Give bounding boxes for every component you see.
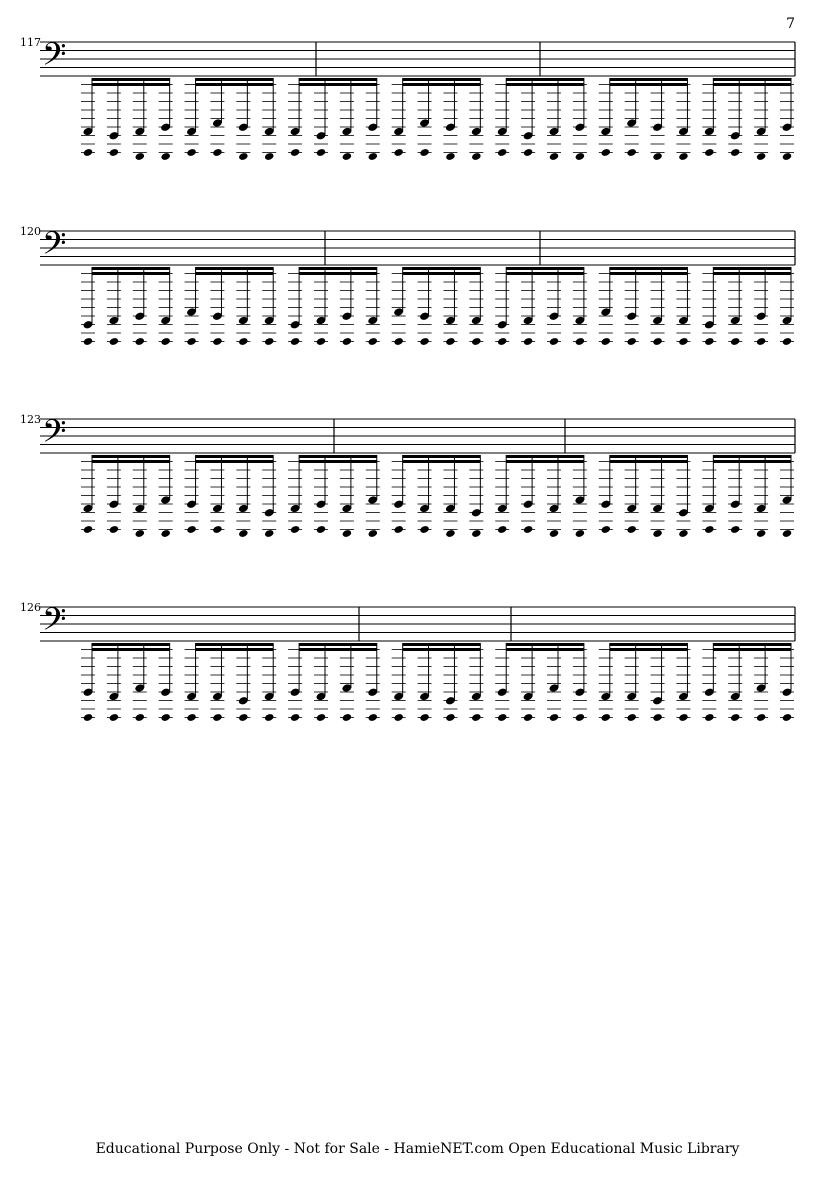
notehead	[626, 148, 636, 157]
notehead	[393, 525, 403, 534]
beam	[506, 78, 584, 81]
notehead	[730, 148, 740, 157]
notehead	[549, 529, 559, 538]
beam	[506, 643, 584, 646]
staff-system	[0, 36, 835, 202]
measure-number: 126	[20, 601, 41, 614]
beam	[713, 460, 791, 463]
beam	[506, 460, 584, 463]
notehead	[368, 337, 378, 346]
notehead	[678, 529, 688, 538]
notehead	[160, 337, 170, 346]
notehead	[678, 713, 688, 722]
beam	[92, 648, 170, 651]
beam	[403, 643, 481, 646]
notehead	[730, 337, 740, 346]
beam	[403, 455, 481, 458]
notehead	[652, 152, 662, 161]
notehead	[316, 148, 326, 157]
notehead	[497, 713, 507, 722]
notehead	[445, 337, 455, 346]
staff-system	[0, 601, 835, 767]
notehead	[626, 525, 636, 534]
notehead	[160, 529, 170, 538]
notehead	[83, 713, 93, 722]
notehead	[212, 337, 222, 346]
notehead	[368, 529, 378, 538]
beam	[196, 643, 274, 646]
notehead	[652, 337, 662, 346]
bass-clef-icon: 𝄢	[42, 225, 67, 269]
beam	[299, 455, 377, 458]
notehead	[393, 713, 403, 722]
beam	[196, 648, 274, 651]
measure-number: 123	[20, 413, 41, 426]
notehead	[368, 152, 378, 161]
notehead	[342, 713, 352, 722]
beam	[403, 78, 481, 81]
notehead	[445, 152, 455, 161]
beam	[403, 648, 481, 651]
notehead	[445, 529, 455, 538]
beam	[299, 643, 377, 646]
notehead	[601, 525, 611, 534]
notehead	[290, 713, 300, 722]
beam	[506, 272, 584, 275]
notehead	[730, 713, 740, 722]
beam	[403, 83, 481, 86]
notehead	[523, 525, 533, 534]
notehead	[549, 713, 559, 722]
notehead	[419, 525, 429, 534]
notehead	[109, 525, 119, 534]
notehead	[601, 148, 611, 157]
beam	[610, 272, 688, 275]
notehead	[471, 152, 481, 161]
beam	[610, 643, 688, 646]
beam	[92, 643, 170, 646]
notehead	[652, 529, 662, 538]
beam	[713, 83, 791, 86]
notehead	[419, 148, 429, 157]
beam	[403, 272, 481, 275]
notehead	[109, 713, 119, 722]
notehead	[626, 337, 636, 346]
notehead	[419, 337, 429, 346]
notehead	[730, 525, 740, 534]
beam	[610, 455, 688, 458]
beam	[92, 455, 170, 458]
beam	[92, 78, 170, 81]
notehead	[471, 713, 481, 722]
notehead	[83, 148, 93, 157]
beam	[713, 272, 791, 275]
beam	[196, 460, 274, 463]
notehead	[264, 713, 274, 722]
beam	[506, 83, 584, 86]
notehead	[756, 529, 766, 538]
beam	[506, 267, 584, 270]
staff-system	[0, 413, 835, 579]
beam	[299, 267, 377, 270]
notehead	[212, 148, 222, 157]
notehead	[316, 525, 326, 534]
notehead	[135, 337, 145, 346]
beam	[403, 460, 481, 463]
notehead	[186, 148, 196, 157]
notehead	[290, 337, 300, 346]
notehead	[471, 337, 481, 346]
notehead	[575, 337, 585, 346]
beam	[196, 267, 274, 270]
notehead	[238, 337, 248, 346]
notehead	[471, 529, 481, 538]
notehead	[782, 713, 792, 722]
notehead	[238, 713, 248, 722]
notehead	[782, 529, 792, 538]
notehead	[186, 337, 196, 346]
notehead	[212, 713, 222, 722]
beam	[713, 78, 791, 81]
notehead	[782, 337, 792, 346]
beam	[610, 78, 688, 81]
notehead	[109, 337, 119, 346]
notehead	[497, 337, 507, 346]
beam	[713, 643, 791, 646]
notehead	[497, 525, 507, 534]
notehead	[601, 713, 611, 722]
notehead	[238, 529, 248, 538]
beam	[610, 460, 688, 463]
beam	[299, 78, 377, 81]
beam	[299, 460, 377, 463]
beam	[713, 455, 791, 458]
notehead	[704, 525, 714, 534]
notehead	[83, 337, 93, 346]
beam	[713, 648, 791, 651]
beam	[92, 83, 170, 86]
notehead	[549, 152, 559, 161]
beam	[610, 267, 688, 270]
notehead	[626, 713, 636, 722]
notehead	[160, 152, 170, 161]
measure-number: 117	[20, 36, 41, 49]
notehead	[186, 713, 196, 722]
notehead	[523, 337, 533, 346]
beam	[92, 272, 170, 275]
notehead	[549, 337, 559, 346]
beam	[196, 455, 274, 458]
page-number: 7	[786, 16, 795, 32]
beam	[713, 267, 791, 270]
notehead	[290, 148, 300, 157]
notehead	[264, 337, 274, 346]
beam	[92, 460, 170, 463]
beam	[610, 83, 688, 86]
measure-number: 120	[20, 225, 41, 238]
notehead	[264, 529, 274, 538]
beam	[299, 648, 377, 651]
notehead	[109, 148, 119, 157]
notehead	[575, 713, 585, 722]
notehead	[497, 148, 507, 157]
notehead	[238, 152, 248, 161]
bass-clef-icon: 𝄢	[42, 36, 67, 80]
notehead	[135, 713, 145, 722]
beam	[506, 648, 584, 651]
notehead	[782, 152, 792, 161]
notehead	[342, 337, 352, 346]
notehead	[704, 148, 714, 157]
beam	[196, 78, 274, 81]
notehead	[678, 152, 688, 161]
notehead	[704, 713, 714, 722]
notehead	[135, 152, 145, 161]
beam	[196, 83, 274, 86]
notehead	[756, 713, 766, 722]
notehead	[523, 713, 533, 722]
notehead	[575, 529, 585, 538]
beam	[299, 272, 377, 275]
beam	[299, 83, 377, 86]
notehead	[419, 713, 429, 722]
notehead	[342, 529, 352, 538]
beam	[196, 272, 274, 275]
notehead	[678, 337, 688, 346]
staff-system	[0, 225, 835, 391]
beam	[403, 267, 481, 270]
beam	[92, 267, 170, 270]
notehead	[523, 148, 533, 157]
footer-note: Educational Purpose Only - Not for Sale - HamieNET.com Open Educational Music Library	[95, 1141, 740, 1157]
notehead	[368, 713, 378, 722]
notehead	[264, 152, 274, 161]
notehead	[316, 337, 326, 346]
notehead	[290, 525, 300, 534]
notehead	[342, 152, 352, 161]
notehead	[601, 337, 611, 346]
notehead	[756, 152, 766, 161]
beam	[506, 455, 584, 458]
notehead	[135, 529, 145, 538]
notehead	[575, 152, 585, 161]
notehead	[212, 525, 222, 534]
notehead	[83, 525, 93, 534]
notehead	[186, 525, 196, 534]
notehead	[316, 713, 326, 722]
bass-clef-icon: 𝄢	[42, 601, 67, 645]
beam	[610, 648, 688, 651]
notehead	[160, 713, 170, 722]
notehead	[445, 713, 455, 722]
notehead	[393, 148, 403, 157]
notehead	[393, 337, 403, 346]
notehead	[704, 337, 714, 346]
bass-clef-icon: 𝄢	[42, 413, 67, 457]
notehead	[652, 713, 662, 722]
notehead	[756, 337, 766, 346]
